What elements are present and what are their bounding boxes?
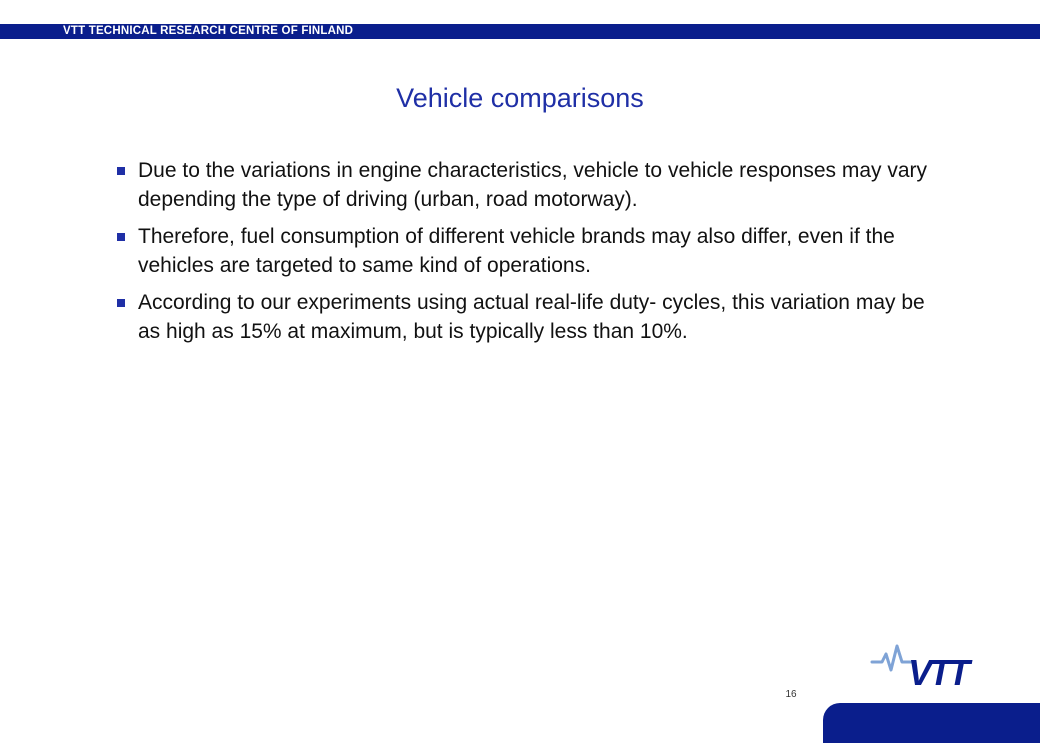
organization-name: VTT TECHNICAL RESEARCH CENTRE OF FINLAND <box>63 25 354 37</box>
bullet-text: Due to the variations in engine characteristics, vehicle to vehicle responses may vary depending the type of driving (urban, road motorway). <box>138 159 928 211</box>
bullet-item <box>115 288 945 346</box>
bullet-text: According to our experiments using actual real-life duty- cycles, this variation may be as high as 15% at maximum, but is typically less than 10%. <box>138 291 925 343</box>
square-bullet-icon <box>117 299 125 307</box>
bullet-item <box>115 156 945 214</box>
logo-text: VTT <box>908 652 967 690</box>
footer-tab <box>823 703 1040 743</box>
square-bullet-icon <box>117 233 125 241</box>
bullet-list <box>115 156 945 354</box>
bullet-text: Therefore, fuel consumption of different vehicle brands may also differ, even if the vehicles are targeted to same kind of operations. <box>138 225 895 277</box>
vtt-logo-icon <box>868 640 998 690</box>
square-bullet-icon <box>117 167 125 175</box>
slide-title: Vehicle comparisons <box>396 83 644 113</box>
bullet-item <box>115 222 945 280</box>
page-number: 16 <box>785 689 797 700</box>
